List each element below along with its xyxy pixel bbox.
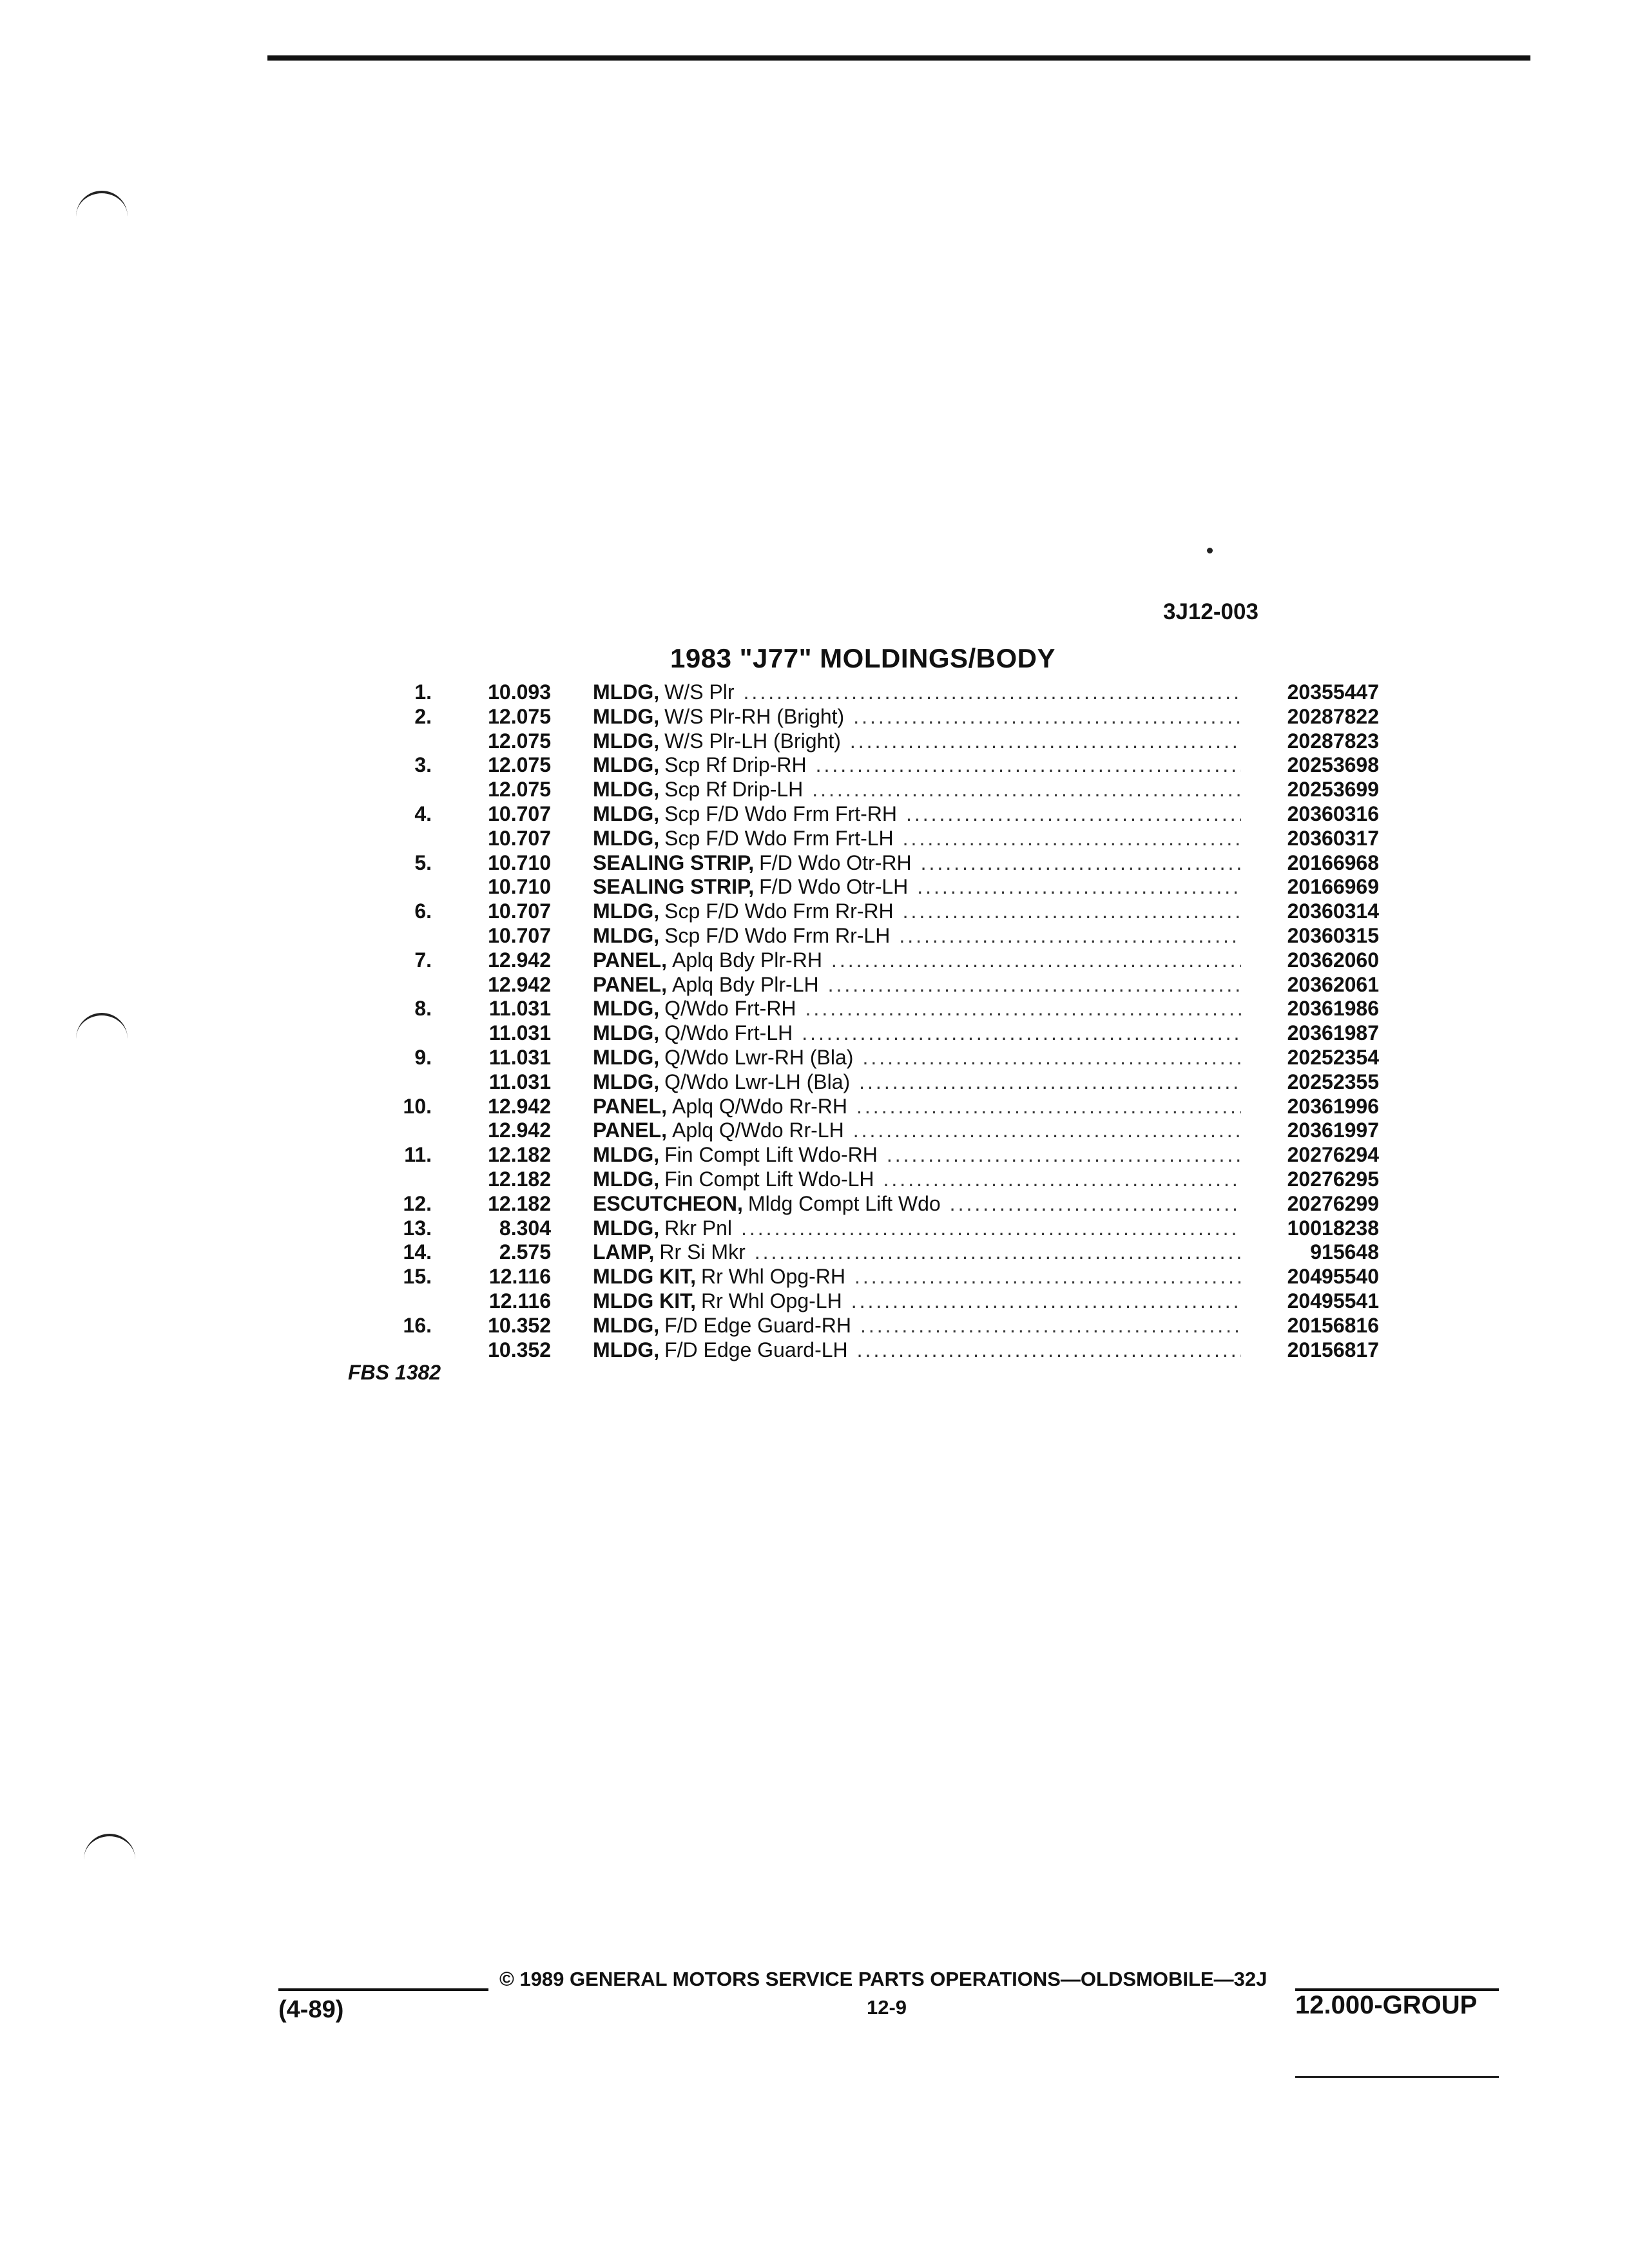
parts-row bbox=[361, 1338, 1379, 1363]
part-detail: Aplq Q/Wdo Rr-RH bbox=[671, 1094, 848, 1118]
part-name: MLDG, bbox=[593, 1167, 660, 1191]
part-description bbox=[593, 729, 1250, 753]
dot-leader bbox=[917, 875, 1241, 899]
part-detail: W/S Plr bbox=[664, 680, 735, 704]
part-number: 20253699 bbox=[1287, 778, 1379, 802]
part-name: SEALING STRIP, bbox=[593, 875, 755, 899]
part-description bbox=[593, 899, 1250, 923]
group-number: 10.352 bbox=[488, 1313, 551, 1337]
part-name: PANEL, bbox=[593, 948, 667, 972]
part-description bbox=[593, 948, 1250, 972]
part-description bbox=[593, 997, 1250, 1021]
dot-leader bbox=[903, 827, 1241, 850]
dot-leader bbox=[816, 753, 1241, 777]
part-name: MLDG, bbox=[593, 1216, 660, 1240]
parts-row bbox=[361, 875, 1379, 899]
item-number: 3. bbox=[414, 753, 432, 777]
group-number: 12.075 bbox=[488, 753, 551, 777]
dot-leader bbox=[853, 705, 1241, 729]
parts-row bbox=[361, 1046, 1379, 1070]
part-description bbox=[593, 1314, 1250, 1338]
part-description bbox=[593, 1046, 1250, 1070]
parts-row bbox=[361, 851, 1379, 876]
dot-leader bbox=[851, 1289, 1241, 1313]
dot-leader bbox=[950, 1192, 1241, 1216]
part-name: ESCUTCHEON, bbox=[593, 1191, 743, 1215]
parts-row bbox=[361, 1021, 1379, 1046]
dot-leader bbox=[850, 729, 1241, 753]
part-description bbox=[593, 1216, 1250, 1240]
item-number: 11. bbox=[404, 1143, 432, 1167]
part-number: 20252354 bbox=[1287, 1045, 1379, 1069]
parts-row bbox=[361, 802, 1379, 827]
part-description bbox=[593, 1070, 1250, 1094]
dot-leader bbox=[828, 973, 1241, 997]
part-name: PANEL, bbox=[593, 972, 667, 996]
page-number: 12-9 bbox=[867, 1996, 907, 2019]
part-detail: Q/Wdo Frt-LH bbox=[664, 1021, 793, 1045]
footer-rule-left bbox=[278, 1988, 488, 1991]
group-number: 12.116 bbox=[488, 1265, 551, 1289]
part-description bbox=[593, 1265, 1250, 1289]
bottom-rule bbox=[1295, 2076, 1499, 2078]
group-number: 12.075 bbox=[488, 778, 551, 802]
part-detail: Aplq Bdy Plr-LH bbox=[671, 972, 819, 996]
parts-row bbox=[361, 1143, 1379, 1168]
part-name: MLDG, bbox=[593, 802, 660, 825]
item-number: 12. bbox=[403, 1191, 432, 1215]
edition-date: (4-89) bbox=[278, 1996, 344, 2023]
part-description bbox=[593, 1168, 1250, 1191]
parts-row bbox=[361, 827, 1379, 851]
dot-leader bbox=[899, 924, 1241, 948]
group-number: 10.710 bbox=[488, 875, 551, 899]
part-name: MLDG, bbox=[593, 729, 660, 753]
part-detail: F/D Wdo Otr-RH bbox=[759, 850, 912, 874]
parts-row bbox=[361, 997, 1379, 1021]
part-detail: Rr Si Mkr bbox=[659, 1240, 746, 1264]
part-number: 20362060 bbox=[1287, 948, 1379, 972]
binder-hole-mark bbox=[76, 1013, 128, 1041]
part-name: MLDG, bbox=[593, 704, 660, 728]
part-detail: W/S Plr-RH (Bright) bbox=[664, 704, 845, 728]
parts-row bbox=[361, 778, 1379, 802]
part-number: 20362061 bbox=[1287, 972, 1379, 996]
item-number: 2. bbox=[414, 704, 432, 728]
part-number: 20361986 bbox=[1287, 997, 1379, 1021]
part-detail: Scp F/D Wdo Frm Frt-RH bbox=[664, 802, 897, 825]
scan-speck bbox=[1207, 548, 1213, 553]
part-detail: Scp F/D Wdo Frm Rr-RH bbox=[664, 899, 894, 923]
source-note: FBS 1382 bbox=[348, 1361, 441, 1384]
item-number: 5. bbox=[414, 850, 432, 874]
part-description bbox=[593, 1289, 1250, 1313]
parts-row bbox=[361, 1070, 1379, 1095]
part-description bbox=[593, 851, 1250, 875]
item-number: 14. bbox=[403, 1240, 432, 1264]
part-name: MLDG, bbox=[593, 899, 660, 923]
group-number: 10.093 bbox=[488, 680, 551, 704]
part-detail: Q/Wdo Lwr-RH (Bla) bbox=[664, 1045, 854, 1069]
parts-row bbox=[361, 729, 1379, 754]
parts-row bbox=[361, 1314, 1379, 1338]
group-number: 8.304 bbox=[499, 1216, 551, 1240]
part-description bbox=[593, 1338, 1250, 1362]
part-description bbox=[593, 973, 1250, 997]
part-name: MLDG, bbox=[593, 753, 660, 777]
parts-row bbox=[361, 705, 1379, 729]
item-number: 6. bbox=[414, 899, 432, 923]
part-description bbox=[593, 827, 1250, 850]
part-detail: Scp F/D Wdo Frm Frt-LH bbox=[664, 826, 894, 850]
dot-leader bbox=[741, 1216, 1241, 1240]
part-detail: Mldg Compt Lift Wdo bbox=[747, 1191, 941, 1215]
part-number: 20276294 bbox=[1287, 1143, 1379, 1167]
part-detail: W/S Plr-LH (Bright) bbox=[664, 729, 841, 753]
group-number: 2.575 bbox=[499, 1240, 551, 1264]
part-number: 20495540 bbox=[1287, 1265, 1379, 1289]
part-name: MLDG, bbox=[593, 680, 660, 704]
group-number: 11.031 bbox=[488, 997, 551, 1021]
group-number: 12.182 bbox=[488, 1143, 551, 1167]
part-name: LAMP, bbox=[593, 1240, 655, 1264]
part-number: 20156816 bbox=[1287, 1313, 1379, 1337]
part-name: MLDG, bbox=[593, 778, 660, 802]
part-detail: Scp Rf Drip-RH bbox=[664, 753, 807, 777]
part-name: MLDG, bbox=[593, 1313, 660, 1337]
part-name: MLDG, bbox=[593, 997, 660, 1021]
group-number: 12.942 bbox=[488, 948, 551, 972]
part-number: 20361987 bbox=[1287, 1021, 1379, 1045]
part-name: PANEL, bbox=[593, 1119, 667, 1142]
copyright-line: © 1989 GENERAL MOTORS SERVICE PARTS OPERATIONS—OLDSMOBILE—32J bbox=[499, 1968, 1268, 1990]
part-name: MLDG, bbox=[593, 1338, 660, 1361]
part-description bbox=[593, 778, 1250, 802]
item-number: 10. bbox=[403, 1094, 432, 1118]
group-number: 10.352 bbox=[488, 1338, 551, 1361]
parts-list bbox=[361, 680, 1379, 1362]
part-description bbox=[593, 1240, 1250, 1264]
part-name: MLDG, bbox=[593, 826, 660, 850]
part-name: PANEL, bbox=[593, 1094, 667, 1118]
part-detail: F/D Edge Guard-LH bbox=[664, 1338, 848, 1361]
dot-leader bbox=[857, 1338, 1241, 1362]
parts-row bbox=[361, 899, 1379, 924]
part-name: MLDG, bbox=[593, 1070, 660, 1093]
page-title: 1983 "J77" MOLDINGS/BODY bbox=[670, 643, 1056, 673]
item-number: 4. bbox=[414, 802, 432, 825]
group-number: 11.031 bbox=[488, 1045, 551, 1069]
parts-row bbox=[361, 1240, 1379, 1265]
part-detail: Rr Whl Opg-RH bbox=[700, 1265, 845, 1289]
parts-row bbox=[361, 973, 1379, 997]
part-name: MLDG KIT, bbox=[593, 1265, 696, 1289]
part-detail: Aplq Bdy Plr-RH bbox=[671, 948, 822, 972]
item-number: 1. bbox=[414, 680, 432, 704]
part-name: MLDG KIT, bbox=[593, 1289, 696, 1312]
parts-row bbox=[361, 1192, 1379, 1216]
parts-row bbox=[361, 1168, 1379, 1192]
figure-reference-code: 3J12-003 bbox=[1163, 599, 1258, 624]
dot-leader bbox=[883, 1168, 1241, 1191]
part-description bbox=[593, 705, 1250, 729]
dot-leader bbox=[887, 1143, 1241, 1167]
part-detail: F/D Wdo Otr-LH bbox=[759, 875, 909, 899]
part-number: 20360316 bbox=[1287, 802, 1379, 825]
part-name: MLDG, bbox=[593, 1021, 660, 1045]
dot-leader bbox=[856, 1095, 1241, 1119]
part-number: 20166969 bbox=[1287, 875, 1379, 899]
part-description bbox=[593, 753, 1250, 777]
part-detail: Q/Wdo Lwr-LH (Bla) bbox=[664, 1070, 851, 1093]
group-number: 10.707 bbox=[488, 826, 551, 850]
group-number: 12.182 bbox=[488, 1191, 551, 1215]
dot-leader bbox=[812, 778, 1241, 802]
part-number: 20360317 bbox=[1287, 826, 1379, 850]
item-number: 16. bbox=[403, 1313, 432, 1337]
part-name: MLDG, bbox=[593, 1143, 660, 1167]
part-number: 20252355 bbox=[1287, 1070, 1379, 1093]
dot-leader bbox=[744, 680, 1241, 704]
binder-hole-mark bbox=[76, 191, 128, 219]
group-number: 12.075 bbox=[488, 729, 551, 753]
part-detail: Scp F/D Wdo Frm Rr-LH bbox=[664, 923, 891, 947]
part-number: 20495541 bbox=[1287, 1289, 1379, 1312]
group-number: 12.075 bbox=[488, 704, 551, 728]
part-detail: Q/Wdo Frt-RH bbox=[664, 997, 796, 1021]
part-description bbox=[593, 802, 1250, 826]
part-detail: Scp Rf Drip-LH bbox=[664, 778, 804, 802]
dot-leader bbox=[906, 802, 1241, 826]
part-number: 20355447 bbox=[1287, 680, 1379, 704]
group-number: 12.116 bbox=[488, 1289, 551, 1312]
dot-leader bbox=[921, 851, 1241, 875]
group-number: 11.031 bbox=[488, 1021, 551, 1045]
parts-row bbox=[361, 1265, 1379, 1289]
part-description bbox=[593, 1119, 1250, 1142]
group-number: 12.182 bbox=[488, 1167, 551, 1191]
dot-leader bbox=[862, 1046, 1241, 1070]
parts-row bbox=[361, 1289, 1379, 1314]
parts-row bbox=[361, 948, 1379, 973]
parts-row bbox=[361, 680, 1379, 705]
part-number: 10018238 bbox=[1287, 1216, 1379, 1240]
item-number: 8. bbox=[414, 997, 432, 1021]
part-number: 20166968 bbox=[1287, 850, 1379, 874]
dot-leader bbox=[859, 1070, 1241, 1094]
group-number: 11.031 bbox=[488, 1070, 551, 1093]
dot-leader bbox=[802, 1021, 1241, 1045]
dot-leader bbox=[860, 1314, 1241, 1338]
part-name: MLDG, bbox=[593, 923, 660, 947]
part-detail: F/D Edge Guard-RH bbox=[664, 1313, 851, 1337]
part-description bbox=[593, 680, 1250, 704]
dot-leader bbox=[805, 997, 1241, 1021]
part-description bbox=[593, 1143, 1250, 1167]
part-detail: Fin Compt Lift Wdo-RH bbox=[664, 1143, 878, 1167]
part-number: 20361997 bbox=[1287, 1119, 1379, 1142]
part-number: 20287822 bbox=[1287, 704, 1379, 728]
parts-row bbox=[361, 1119, 1379, 1143]
part-number: 20276295 bbox=[1287, 1167, 1379, 1191]
part-name: SEALING STRIP, bbox=[593, 850, 755, 874]
part-description bbox=[593, 1021, 1250, 1045]
part-number: 20360315 bbox=[1287, 923, 1379, 947]
dot-leader bbox=[755, 1240, 1241, 1264]
part-description bbox=[593, 875, 1250, 899]
item-number: 15. bbox=[403, 1265, 432, 1289]
group-number: 10.707 bbox=[488, 802, 551, 825]
group-label: 12.000-GROUP bbox=[1295, 1991, 1478, 2019]
part-number: 915648 bbox=[1310, 1240, 1379, 1264]
part-number: 20276299 bbox=[1287, 1191, 1379, 1215]
part-detail: Aplq Q/Wdo Rr-LH bbox=[671, 1119, 844, 1142]
group-number: 10.707 bbox=[488, 923, 551, 947]
top-rule bbox=[267, 55, 1530, 61]
group-number: 12.942 bbox=[488, 972, 551, 996]
dot-leader bbox=[903, 899, 1241, 923]
dot-leader bbox=[831, 948, 1241, 972]
dot-leader bbox=[854, 1265, 1241, 1289]
item-number: 7. bbox=[414, 948, 432, 972]
part-detail: Fin Compt Lift Wdo-LH bbox=[664, 1167, 874, 1191]
parts-row bbox=[361, 924, 1379, 948]
part-description bbox=[593, 924, 1250, 948]
item-number: 13. bbox=[403, 1216, 432, 1240]
group-number: 12.942 bbox=[488, 1094, 551, 1118]
part-description bbox=[593, 1095, 1250, 1119]
parts-row bbox=[361, 1095, 1379, 1119]
part-name: MLDG, bbox=[593, 1045, 660, 1069]
part-number: 20253698 bbox=[1287, 753, 1379, 777]
group-number: 10.710 bbox=[488, 850, 551, 874]
parts-row bbox=[361, 753, 1379, 778]
part-detail: Rkr Pnl bbox=[664, 1216, 732, 1240]
binder-hole-mark bbox=[84, 1834, 135, 1862]
group-number: 10.707 bbox=[488, 899, 551, 923]
part-number: 20361996 bbox=[1287, 1094, 1379, 1118]
part-number: 20287823 bbox=[1287, 729, 1379, 753]
part-detail: Rr Whl Opg-LH bbox=[700, 1289, 842, 1312]
dot-leader bbox=[853, 1119, 1241, 1142]
item-number: 9. bbox=[414, 1045, 432, 1069]
part-number: 20360314 bbox=[1287, 899, 1379, 923]
part-description bbox=[593, 1192, 1250, 1216]
part-number: 20156817 bbox=[1287, 1338, 1379, 1361]
group-number: 12.942 bbox=[488, 1119, 551, 1142]
parts-row bbox=[361, 1216, 1379, 1241]
